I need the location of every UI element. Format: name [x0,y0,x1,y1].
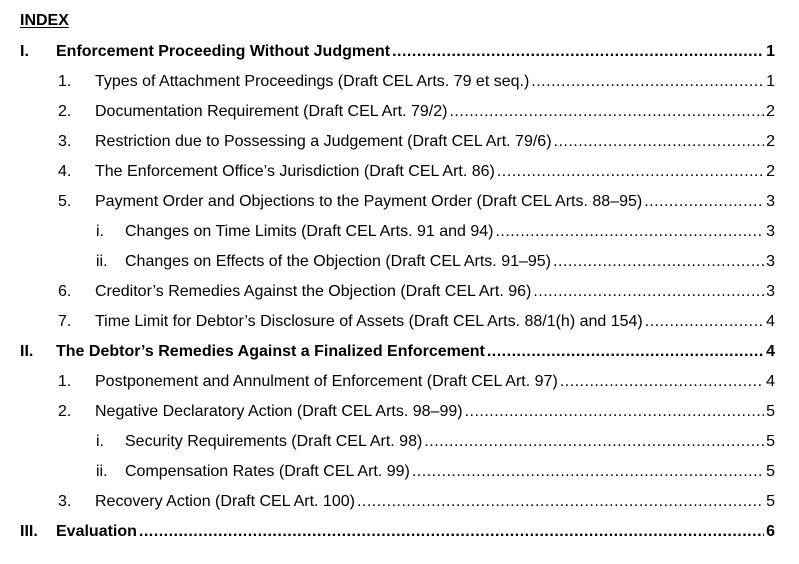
entry-number: I. [20,43,29,60]
dot-leader [560,373,764,391]
entry-title: The Enforcement Office’s Jurisdiction (Draft CEL Art. 86) [95,163,495,180]
entry-title: Changes on Time Limits (Draft CEL Arts. 91 and 94) [125,223,494,240]
entry-page-number: 1 [766,73,775,90]
toc-entry-1-6[interactable] [58,283,775,305]
entry-page-number: 5 [766,493,775,510]
entry-title: Restriction due to Possessing a Judgement (Draft CEL Art. 79/6) [95,133,552,150]
toc-entry-1-2[interactable] [58,103,775,125]
entry-number: II. [20,343,34,360]
entry-number: i. [96,433,104,450]
dot-leader [465,403,764,421]
entry-page-number: 3 [766,253,775,270]
entry-number: 2. [58,403,72,420]
entry-page-number: 2 [766,163,775,180]
entry-page-number: 4 [766,343,775,360]
dot-leader [644,193,764,211]
entry-number: 3. [58,493,72,510]
toc-entry-1-7[interactable] [58,313,775,335]
toc-entry-1-4[interactable] [58,163,775,185]
dot-leader [554,133,764,151]
entry-page-number: 3 [766,283,775,300]
entry-title: Evaluation [56,523,137,540]
entry-page-number: 5 [766,403,775,420]
entry-title: Postponement and Annulment of Enforcement (Draft CEL Art. 97) [95,373,558,390]
toc-entry-section-2[interactable] [20,343,775,365]
entry-page-number: 5 [766,463,775,480]
dot-leader [412,463,764,481]
entry-number: 6. [58,283,72,300]
entry-number: 4. [58,163,72,180]
entry-page-number: 4 [766,313,775,330]
entry-page-number: 1 [766,43,775,60]
entry-title: Creditor’s Remedies Against the Objection (Draft CEL Art. 96) [95,283,532,300]
entry-title: Types of Attachment Proceedings (Draft CEL Arts. 79 et seq.) [95,73,530,90]
toc-entry-2-3[interactable] [58,493,775,515]
entry-title: Security Requirements (Draft CEL Art. 98) [125,433,423,450]
entry-number: 1. [58,73,72,90]
toc-entry-section-3[interactable] [20,523,775,545]
dot-leader [533,283,764,301]
toc-entry-2-1[interactable] [58,373,775,395]
entry-title: Compensation Rates (Draft CEL Art. 99) [125,463,410,480]
entry-title: Payment Order and Objections to the Payment Order (Draft CEL Arts. 88–95) [95,193,643,210]
toc-entry-2-2-ii[interactable] [96,463,775,485]
dot-leader [495,223,764,241]
dot-leader [645,313,764,331]
index-title: INDEX [20,12,69,29]
entry-title: Changes on Effects of the Objection (Draft CEL Arts. 91–95) [125,253,552,270]
dot-leader [357,493,764,511]
entry-page-number: 2 [766,103,775,120]
dot-leader [392,43,764,61]
entry-number: 3. [58,133,72,150]
entry-number: i. [96,223,104,240]
toc-entry-2-2-i[interactable] [96,433,775,455]
entry-title: Time Limit for Debtor’s Disclosure of Assets (Draft CEL Arts. 88/1(h) and 154) [95,313,643,330]
entry-title: Recovery Action (Draft CEL Art. 100) [95,493,355,510]
entry-number: 7. [58,313,72,330]
toc-entry-1-1[interactable] [58,73,775,95]
toc-entry-1-3[interactable] [58,133,775,155]
entry-page-number: 3 [766,223,775,240]
dot-leader [487,343,764,361]
toc-entry-1-5-i[interactable] [96,223,775,245]
dot-leader [139,523,764,541]
entry-title: The Debtor’s Remedies Against a Finalized Enforcement [56,343,485,360]
entry-number: ii. [96,463,108,480]
entry-number: 5. [58,193,72,210]
dot-leader [497,163,764,181]
entry-title: Enforcement Proceeding Without Judgment [56,43,391,60]
toc-entry-2-2[interactable] [58,403,775,425]
entry-number: 2. [58,103,72,120]
entry-page-number: 3 [766,193,775,210]
entry-title: Negative Declaratory Action (Draft CEL Arts. 98–99) [95,403,463,420]
entry-title: Documentation Requirement (Draft CEL Art. 79/2) [95,103,448,120]
entry-number: ii. [96,253,108,270]
entry-number: 1. [58,373,72,390]
entry-page-number: 6 [766,523,775,540]
entry-page-number: 2 [766,133,775,150]
entry-number: III. [20,523,38,540]
toc-entry-1-5[interactable] [58,193,775,215]
dot-leader [424,433,764,451]
dot-leader [553,253,764,271]
toc-entry-section-1[interactable] [20,43,775,65]
toc-entry-1-5-ii[interactable] [96,253,775,275]
dot-leader [531,73,764,91]
entry-page-number: 4 [766,373,775,390]
entry-page-number: 5 [766,433,775,450]
dot-leader [449,103,764,121]
